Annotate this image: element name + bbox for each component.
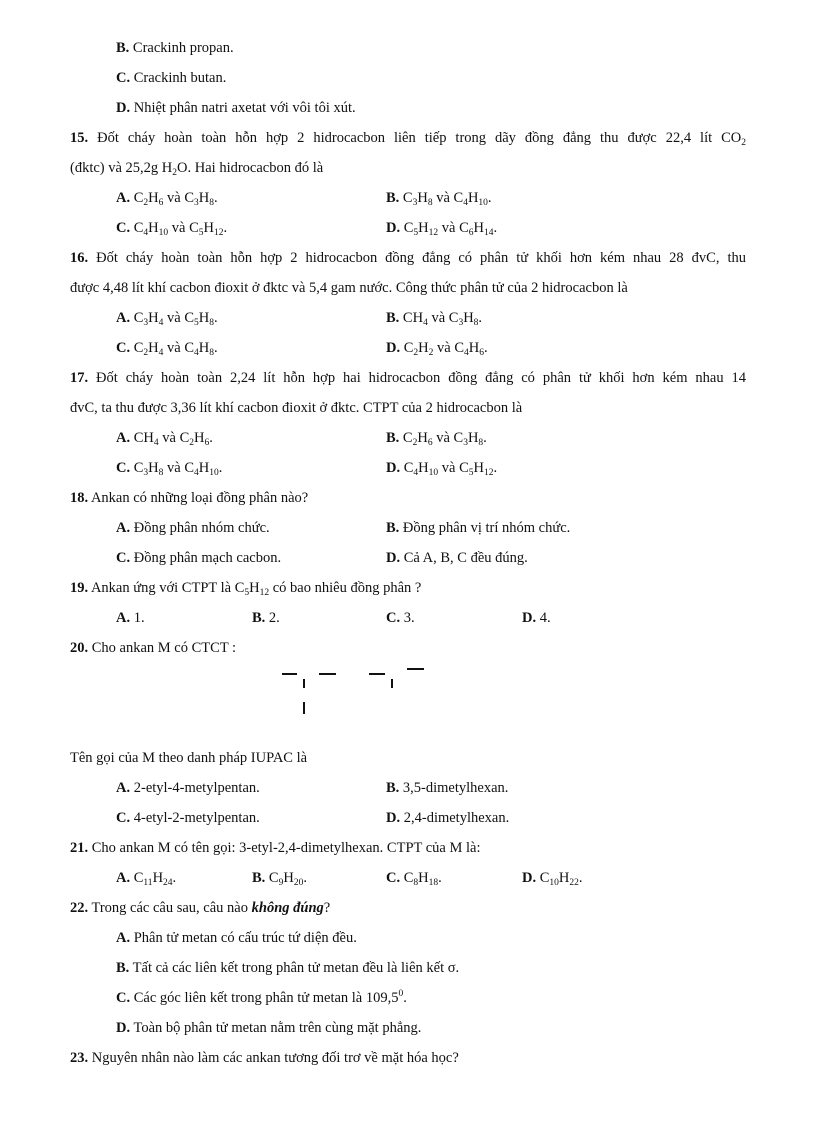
option-21-c[interactable]: C. $C_8H_{18}$. — [386, 870, 442, 888]
option-20-a[interactable]: A. 2-etyl-4-metylpentan. — [116, 780, 260, 796]
question-17-text: 17. Đốt cháy hoàn toàn 2,24 lít hỗn hợp hai hidrocacbon đồng đẳng có phân tử khối hơn kém nhau 14 — [70, 370, 746, 386]
option-20-d[interactable]: D. 2,4-dimetylhexan. — [386, 810, 510, 826]
option-15-c[interactable]: C. $C_4H_{10}$ và $C_5H_{12}$. — [116, 220, 228, 238]
question-15-text: 15. Đốt cháy hoàn toàn hỗn hợp 2 hidrocacbon liên tiếp trong dãy đồng đẳng thu được 22,4 lít $CO_2$ — [70, 130, 747, 148]
option-17-b[interactable]: B. $C_2H_6$ và $C_3H_8$. — [386, 430, 487, 448]
option-14-b[interactable]: B. Crackinh propan. — [116, 40, 234, 56]
option-16-b[interactable]: B. $CH_4$ và $C_3H_8$. — [386, 310, 483, 328]
option-16-c[interactable]: C. $C_2H_4$ và $C_4H_8$. — [116, 340, 218, 358]
question-16-text-cont: được 4,48 lít khí cacbon đioxit ở đktc và 5,4 gam nước. Công thức phân tử của 2 hidrocacbon là — [70, 280, 628, 296]
option-20-b[interactable]: B. 3,5-dimetylhexan. — [386, 780, 509, 796]
option-14-c[interactable]: C. Crackinh butan. — [116, 70, 227, 86]
question-23-text: 23. Nguyên nhân nào làm các ankan tương đối trơ về mặt hóa học? — [70, 1050, 459, 1066]
option-15-b[interactable]: B. $C_3H_8$ và $C_4H_{10}$. — [386, 190, 492, 208]
question-22-text: 22. Trong các câu sau, câu nào không đúng? — [70, 900, 331, 916]
question-20-text: 20. Cho ankan M có CTCT : — [70, 640, 237, 656]
option-18-c[interactable]: C. Đồng phân mạch cacbon. — [116, 550, 282, 566]
option-22-a[interactable]: A. Phân tử metan có cấu trúc tứ diện đều. — [116, 930, 357, 946]
question-17-text-cont: đvC, ta thu được 3,36 lít khí cacbon đioxit ở đktc. CTPT của 2 hidrocacbon là — [70, 400, 523, 416]
option-15-a[interactable]: A. $C_2H_6$ và $C_3H_8$. — [116, 190, 218, 208]
option-19-c[interactable]: C. 3. — [386, 610, 415, 626]
option-16-d[interactable]: D. $C_2H_2$ và $C_4H_6$. — [386, 340, 488, 358]
option-18-b[interactable]: B. Đồng phân vị trí nhóm chức. — [386, 520, 571, 536]
option-14-d[interactable]: D. Nhiệt phân natri axetat với vôi tôi xút. — [116, 100, 356, 116]
option-22-c[interactable]: C. Các góc liên kết trong phân tử metan là 109,5$^0$. — [116, 989, 407, 1006]
option-19-d[interactable]: D. 4. — [522, 610, 551, 626]
option-17-c[interactable]: C. $C_3H_8$ và $C_4H_{10}$. — [116, 460, 223, 478]
question-21-text: 21. Cho ankan M có tên gọi: 3-etyl-2,4-dimetylhexan. CTPT của M là: — [70, 840, 481, 856]
question-20-name-prompt: Tên gọi của M theo danh pháp IUPAC là — [70, 750, 308, 766]
option-18-d[interactable]: D. Cả A, B, C đều đúng. — [386, 550, 528, 566]
question-19-text: 19. Ankan ứng với CTPT là $C_5H_{12}$ có bao nhiêu đồng phân ? — [70, 580, 422, 598]
option-22-b[interactable]: B. Tất cả các liên kết trong phân tử metan đều là liên kết σ. — [116, 960, 460, 976]
option-15-d[interactable]: D. $C_5H_{12}$ và $C_6H_{14}$. — [386, 220, 498, 238]
question-18-text: 18. Ankan có những loại đồng phân nào? — [70, 490, 309, 506]
option-19-a[interactable]: A. 1. — [116, 610, 145, 626]
question-16-text: 16. Đốt cháy hoàn toàn hỗn hợp 2 hidrocacbon đồng đẳng có phân tử khối hơn kém nhau 28 đvC, thu — [70, 250, 746, 266]
question-15-text-cont: (đktc) và 25,2g $H_2O$. Hai hidrocacbon đó là — [70, 160, 324, 178]
option-18-a[interactable]: A. Đồng phân nhóm chức. — [116, 520, 270, 536]
option-17-d[interactable]: D. $C_4H_{10}$ và $C_5H_{12}$. — [386, 460, 498, 478]
option-21-d[interactable]: D. $C_{10}H_{22}$. — [522, 870, 583, 888]
option-16-a[interactable]: A. $C_3H_4$ và $C_5H_8$. — [116, 310, 218, 328]
option-17-a[interactable]: A. $CH_4$ và $C_2H_6$. — [116, 430, 213, 448]
option-20-c[interactable]: C. 4-etyl-2-metylpentan. — [116, 810, 260, 826]
option-19-b[interactable]: B. 2. — [252, 610, 280, 626]
option-21-a[interactable]: A. $C_{11}H_{24}$. — [116, 870, 177, 888]
option-22-d[interactable]: D. Toàn bộ phân tử metan nằm trên cùng mặt phẳng. — [116, 1020, 422, 1036]
option-21-b[interactable]: B. $C_9H_{20}$. — [252, 870, 307, 888]
